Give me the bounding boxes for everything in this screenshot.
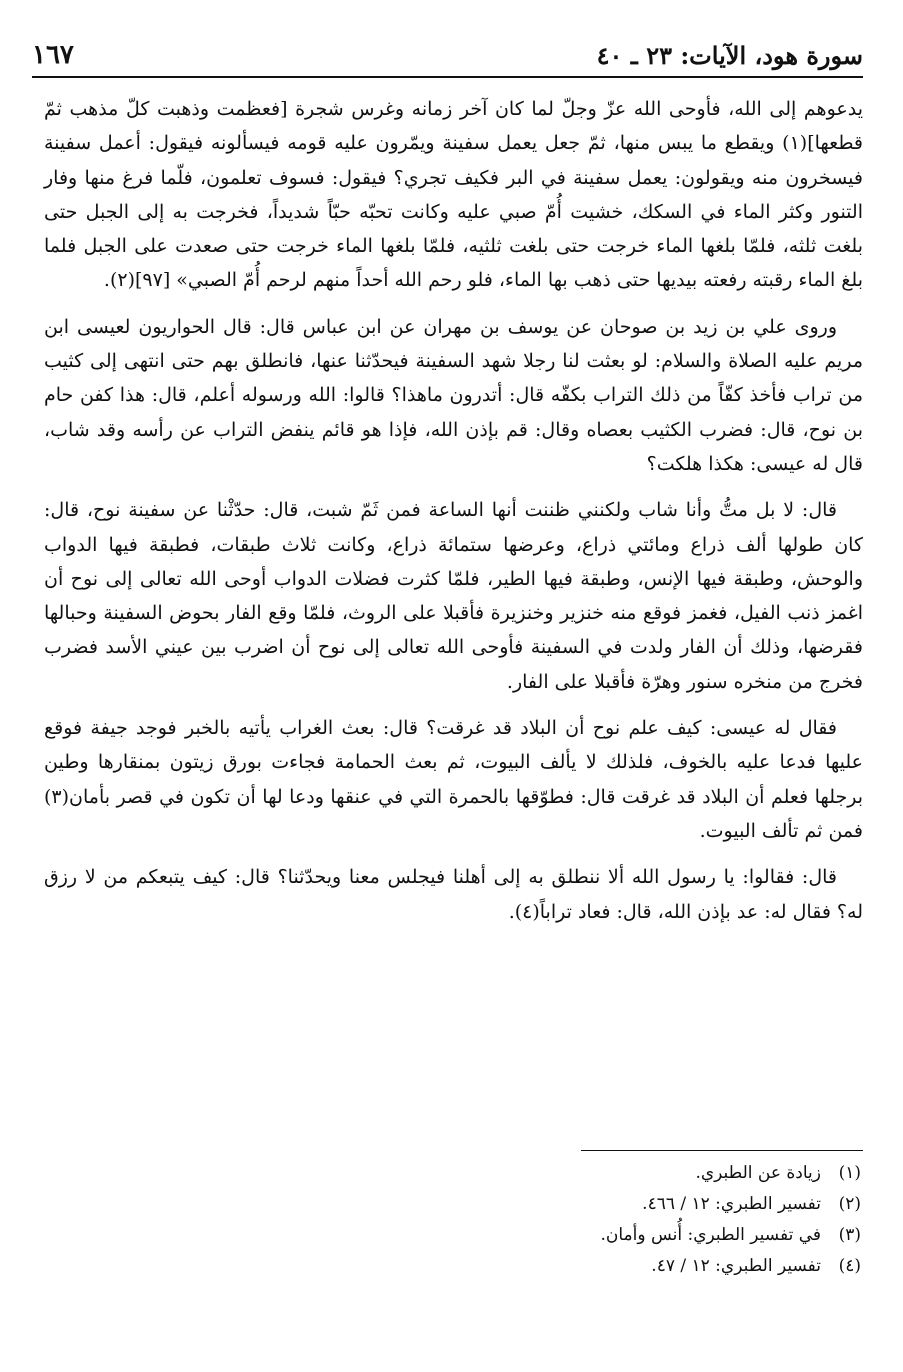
paragraph-3: قال: لا بل متُّ وأنا شاب ولكنني ظننت أنها الساعة فمن ثَمّ شبت، قال: حدّثْنا عن سفينة نوح، قال: كان طولها ألف ذراع ومائتي ذراع، وعرضها ستمائة ذراع، وكانت ثلاث طبقات، فطبقة فيها الدواب والوحش، وطبقة فيها الإنس، وطبقة فيها الطير، فلمّا كثرت فضلات الدواب أوحى الله تعالى إلى نوح أن اغمز ذنب الفيل، فغمز فوقع منه خنزير وخنزيرة فأقبلا على الروث، فلمّا وقع الفار بحوض السفينة وحبالها فقرضها، وذلك أن الفار ولدت في السفينة فأوحى الله تعالى إلى نوح أن اضرب بين عيني الأسد فضرب فخرج من منخره سنور وهرّة فأقبلا على الفار. <box>44 499 863 693</box>
footnote <box>44 1251 861 1282</box>
footnotes <box>44 1158 861 1282</box>
footnote-text: في تفسير الطبري: أُنس وأمان. <box>600 1225 821 1245</box>
footnote <box>44 1158 861 1189</box>
footnote-text: زيادة عن الطبري. <box>695 1163 821 1183</box>
main-text <box>44 92 863 941</box>
footnote-number: (٤) <box>838 1256 861 1276</box>
footnote-text: تفسير الطبري: ١٢ / ٤٧. <box>651 1256 821 1276</box>
footnote-text: تفسير الطبري: ١٢ / ٤٦٦. <box>642 1194 821 1214</box>
paragraph-4: فقال له عيسى: كيف علم نوح أن البلاد قد غرقت؟ قال: بعث الغراب يأتيه بالخبر فوجد جيفة فوقع عليها فدعا عليه بالخوف، فلذلك لا يألف البيوت، ثم بعث الحمامة فجاءت بورق زيتون بمنقارها وطين برجلها فعلم أن البلاد قد غرقت قال: فطوّقها بالحمرة التي في عنقها ودعا لها أن تكون في قصر بأمان(٣) فمن ثم تألف البيوت. <box>44 717 863 842</box>
footnote-number: (١) <box>838 1163 861 1183</box>
paragraph-5: قال: فقالوا: يا رسول الله ألا ننطلق به إلى أهلنا فيجلس معنا ويحدّثنا؟ قال: كيف يتبعكم من لا رزق له؟ فقال له: عد بإذن الله، قال: فعاد تراباً(٤). <box>44 866 863 923</box>
page-number: ١٦٧ <box>32 40 74 70</box>
page-header <box>32 28 863 78</box>
footnote-number: (٢) <box>838 1194 861 1214</box>
footnote <box>44 1189 861 1220</box>
footnote-number: (٣) <box>838 1225 861 1245</box>
footnote-divider <box>581 1150 863 1151</box>
running-title: سورة هود، الآيات: ٢٣ ـ ٤٠ <box>596 41 863 70</box>
footnote <box>44 1220 861 1251</box>
paragraph-1: يدعوهم إلى الله، فأوحى الله عزّ وجلّ لما كان آخر زمانه وغرس شجرة [فعظمت وذهبت كلّ مذهب ثمّ قطعها](١) ويقطع ما يبس منها، ثمّ جعل يعمل سفينة ويمّرون عليه قومه فيسألونه فيقول: أعمل سفينة فيسخرون منه ويقولون: يعمل سفينة في البر فكيف تجري؟ فيقول: فسوف تعلمون، فلّما فرغ منها وفار التنور وكثر الماء في السكك، خشيت أُمّ صبي عليه وكانت تحبّه حبّاً شديداً، فخرجت به إلى الجبل حتى بلغت ثلثه، فلمّا بلغها الماء خرجت حتى بلغت ثلثيه، فلمّا بلغها الماء خرجت حتى صعدت على الجبل فلما بلغ الماء رقبته رفعته بيديها حتى ذهب بها الماء، فلو رحم الله أحداً منهم لرحم أُمّ الصبي» [٩٧](٢). <box>44 98 863 292</box>
paragraph-2: وروى علي بن زيد بن صوحان عن يوسف بن مهران عن ابن عباس قال: قال الحواريون لعيسى ابن مريم عليه الصلاة والسلام: لو بعثت لنا رجلا شهد السفينة فيحدّثنا عنها، فانطلق بهم حتى انتهى إلى كثيب من تراب فأخذ كفّاً من ذلك التراب بكفّه قال: أتدرون ماهذا؟ قالوا: الله ورسوله أعلم، قال: هذا كفن حام بن نوح، قال: فضرب الكثيب بعصاه وقال: قم بإذن الله، فإذا هو قائم ينفض التراب عن رأسه وقد شاب، قال له عيسى: هكذا هلكت؟ <box>44 315 863 475</box>
